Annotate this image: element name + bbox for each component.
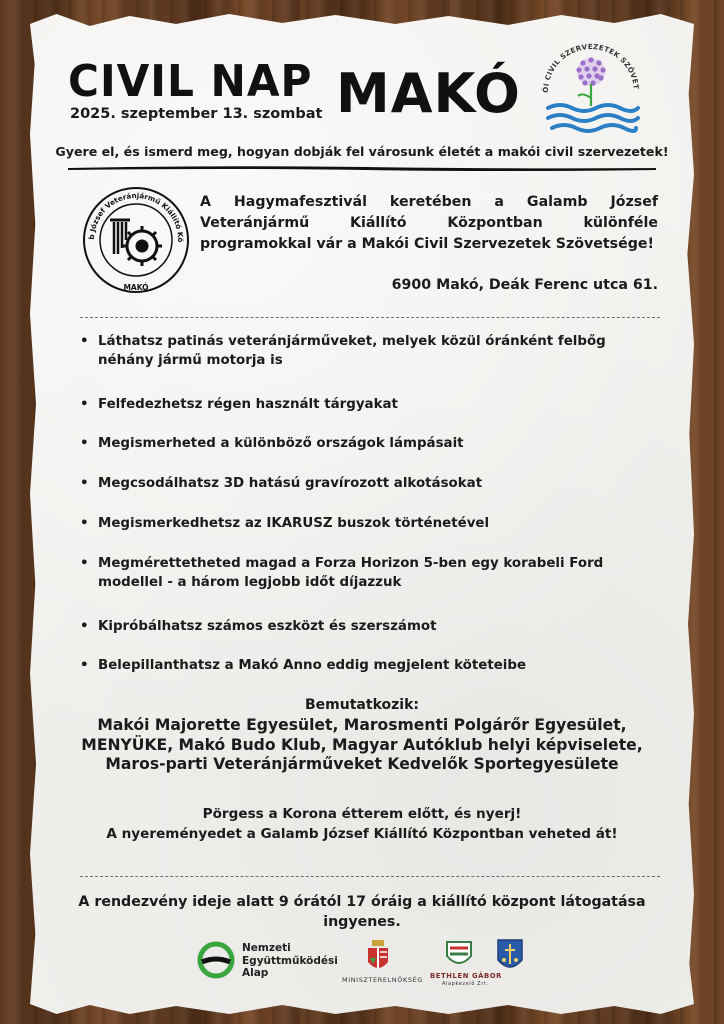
program-item: • Megcsodálhatsz 3D hatású gravírozott alkotásokat <box>80 474 638 493</box>
intro-paragraph: A Hagymafesztivál keretében a Galamb József Veteránjármű Kiállító Központban különféle programokkal vár a Makói Civil Szervezetek Szövetsége! <box>200 194 658 252</box>
dashed-divider-top <box>80 317 660 318</box>
event-title: CIVIL NAP <box>68 56 313 107</box>
program-item: • Megismerkedhetsz az IKARUSZ buszok történetével <box>80 514 638 533</box>
federation-ring-text: ÓI CIVIL SZERVEZETEK SZÖVET <box>541 42 640 94</box>
gear-wheel-icon <box>110 220 162 266</box>
presenters-line: Maros-parti Veteránjárműveket Kedvelők Sportegyesülete <box>105 755 619 773</box>
bethlen-sub-label: Alapkezelő Zrt. <box>442 981 489 987</box>
prize-line: A nyereményedet a Galamb József Kiállító Központban veheted át! <box>106 826 618 842</box>
hungarian-coat-of-arms-icon <box>366 940 390 974</box>
program-item: • Láthatsz patinás veteránjárműveket, melyek közül óránként felbőg néhány jármű motorja is <box>80 332 638 370</box>
event-date: 2025. szeptember 13. szombat <box>70 106 323 122</box>
tagline: Gyere el, és ismerd meg, hogyan dobják fel városunk életét a makói civil szervezetek! <box>55 144 669 159</box>
allium-flower-icon <box>576 57 605 106</box>
prize-info <box>40 804 684 844</box>
program-item: • Kipróbálhatsz számos eszközt és szerszámot <box>80 617 638 636</box>
city-title: MAKÓ <box>336 62 521 125</box>
presenters-list <box>46 716 678 775</box>
brush-stroke-divider <box>66 164 658 172</box>
bethlen-label: BETHLEN GÁBOR <box>430 972 503 980</box>
dashed-divider-bottom <box>80 876 660 877</box>
free-entry-line: A rendezvény ideje alatt 9 órától 17 óráig a kiállító központ látogatása <box>78 894 646 910</box>
nea-line: Nemzeti <box>242 942 291 954</box>
presenters-line: Makói Majorette Egyesület, Marosmenti Polgárőr Egyesület, <box>97 716 627 734</box>
program-item: • Megmérettetheted magad a Forza Horizon 5-ben egy korabeli Ford modellel - a három legjobb időt díjazzuk <box>80 554 638 592</box>
museum-ring-text: b József Veteránjármű Kiállító Kö <box>86 190 186 243</box>
nea-logo-icon <box>196 940 236 980</box>
prize-line: Pörgess a Korona étterem előtt, és nyerj! <box>202 806 522 822</box>
free-entry-line: ingyenes. <box>323 914 401 930</box>
nea-line: Együttműködési <box>242 954 338 967</box>
program-item: • Belepillanthatsz a Makó Anno eddig megjelent köteteibe <box>80 656 638 675</box>
presenters-line: MENYÜKE, Makó Budo Klub, Magyar Autóklub helyi képviselete, <box>81 735 643 754</box>
free-entry-note <box>56 892 668 932</box>
program-item: • Megismerheted a különböző országok lámpásait <box>80 434 638 453</box>
water-waves-icon <box>548 105 638 131</box>
nea-name <box>242 942 338 980</box>
ministry-label: MINISZTERELNÖKSÉG <box>342 976 423 984</box>
sponsor-bar <box>60 936 664 996</box>
nea-line: Alap <box>242 967 269 979</box>
museum-logo <box>80 178 192 302</box>
venue-address: 6900 Makó, Deák Ferenc utca 61. <box>391 277 658 293</box>
mako-city-coat-of-arms-icon <box>496 938 524 974</box>
program-item: • Felfedezhetsz régen használt tárgyakat <box>80 395 638 414</box>
museum-city-label: MAKÓ <box>123 283 149 292</box>
civil-federation-logo <box>534 32 648 146</box>
presenters-label: Bemutatkozik: <box>305 697 419 713</box>
bethlen-gabor-logo-icon <box>444 938 474 972</box>
